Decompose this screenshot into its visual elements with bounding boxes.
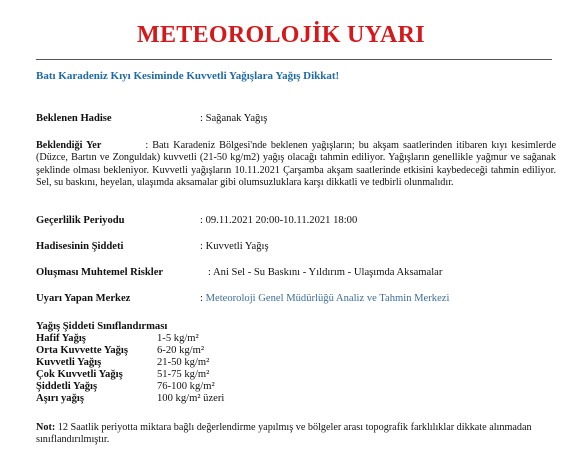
validity-period-value: : 09.11.2021 20:00-10.11.2021 18:00 xyxy=(200,215,358,226)
classification-name: Çok Kuvvetli Yağış xyxy=(36,369,123,380)
title-divider xyxy=(36,59,552,60)
classification-value: 1-5 kg/m² xyxy=(157,333,199,344)
classification-name: Aşırı yağış xyxy=(36,393,84,404)
possible-risks-value: : Ani Sel - Su Baskını - Yıldırım - Ulaşımda Aksamalar xyxy=(208,267,443,278)
event-severity-label: Hadisesinin Şiddeti xyxy=(36,241,124,252)
classification-name: Kuvvetli Yağış xyxy=(36,357,102,368)
expected-event-value: : Sağanak Yağış xyxy=(200,113,268,124)
expected-location-paragraph xyxy=(36,140,556,190)
classification-name: Hafif Yağış xyxy=(36,333,86,344)
page-title: METEOROLOJİK UYARI xyxy=(137,22,425,48)
classification-value: 51-75 kg/m² xyxy=(157,369,210,380)
classification-row xyxy=(36,333,336,345)
issuing-center-name: Meteoroloji Genel Müdürlüğü Analiz ve Tahmin Merkezi xyxy=(205,293,450,304)
issuing-center-label: Uyarı Yapan Merkez xyxy=(36,293,131,304)
classification-name: Şiddetli Yağış xyxy=(36,381,98,392)
footnote-text: 12 Saatlik periyotta miktara bağlı değerlendirme yapılmış ve bölgeler arası topografik farklılıklar dikkate alınmadan sınıflandırılmıştır. xyxy=(36,422,532,446)
footnote-label: Not: xyxy=(36,422,56,433)
classification-row xyxy=(36,369,336,381)
classification-value: 100 kg/m² üzeri xyxy=(157,393,225,404)
issuing-center-value: : Meteoroloji Genel Müdürlüğü Analiz ve Tahmin Merkezi xyxy=(200,293,450,304)
validity-period-label: Geçerlilik Periyodu xyxy=(36,215,125,226)
classification-row xyxy=(36,381,336,393)
expected-location-text: : Batı Karadeniz Bölgesi'nde beklenen yağışların; bu akşam saatlerinden itibaren kıyı kesimlerde (Düzce, Bartın ve Zonguldak) kuvvetli (21-50 kg/m2) yağış olacağı tahmin ediliyor. Yağışların genellikle yağmur ve sağanak şeklinde olması bekleniyor. Kuvvetli yağışların 10.11.2021 Çarşamba akşam saatlerinde etkisini kaybedeceği tahmin ediliyor. Sel, su baskını, heyelan, ulaşımda aksamalar gibi olumsuzluklara karşı dikkatli ve tedbirli olunmalıdır. xyxy=(36,140,557,189)
classification-value: 6-20 kg/m² xyxy=(157,345,205,356)
possible-risks-label: Oluşması Muhtemel Riskler xyxy=(36,267,164,278)
expected-location-label: Beklendiği Yer xyxy=(36,140,102,151)
classification-value: 21-50 kg/m² xyxy=(157,357,210,368)
expected-event-label: Beklenen Hadise xyxy=(36,113,112,124)
classification-row xyxy=(36,393,336,405)
footnote xyxy=(36,422,552,447)
classification-title: Yağış Şiddeti Sınıflandırması xyxy=(36,321,168,332)
classification-row xyxy=(36,357,336,369)
classification-name: Orta Kuvvette Yağış xyxy=(36,345,128,356)
classification-row xyxy=(36,345,336,357)
warning-subtitle: Batı Karadeniz Kıyı Kesiminde Kuvvetli Yağışlara Yağış Dikkat! xyxy=(36,70,340,82)
classification-value: 76-100 kg/m² xyxy=(157,381,215,392)
event-severity-value: : Kuvvetli Yağış xyxy=(200,241,269,252)
